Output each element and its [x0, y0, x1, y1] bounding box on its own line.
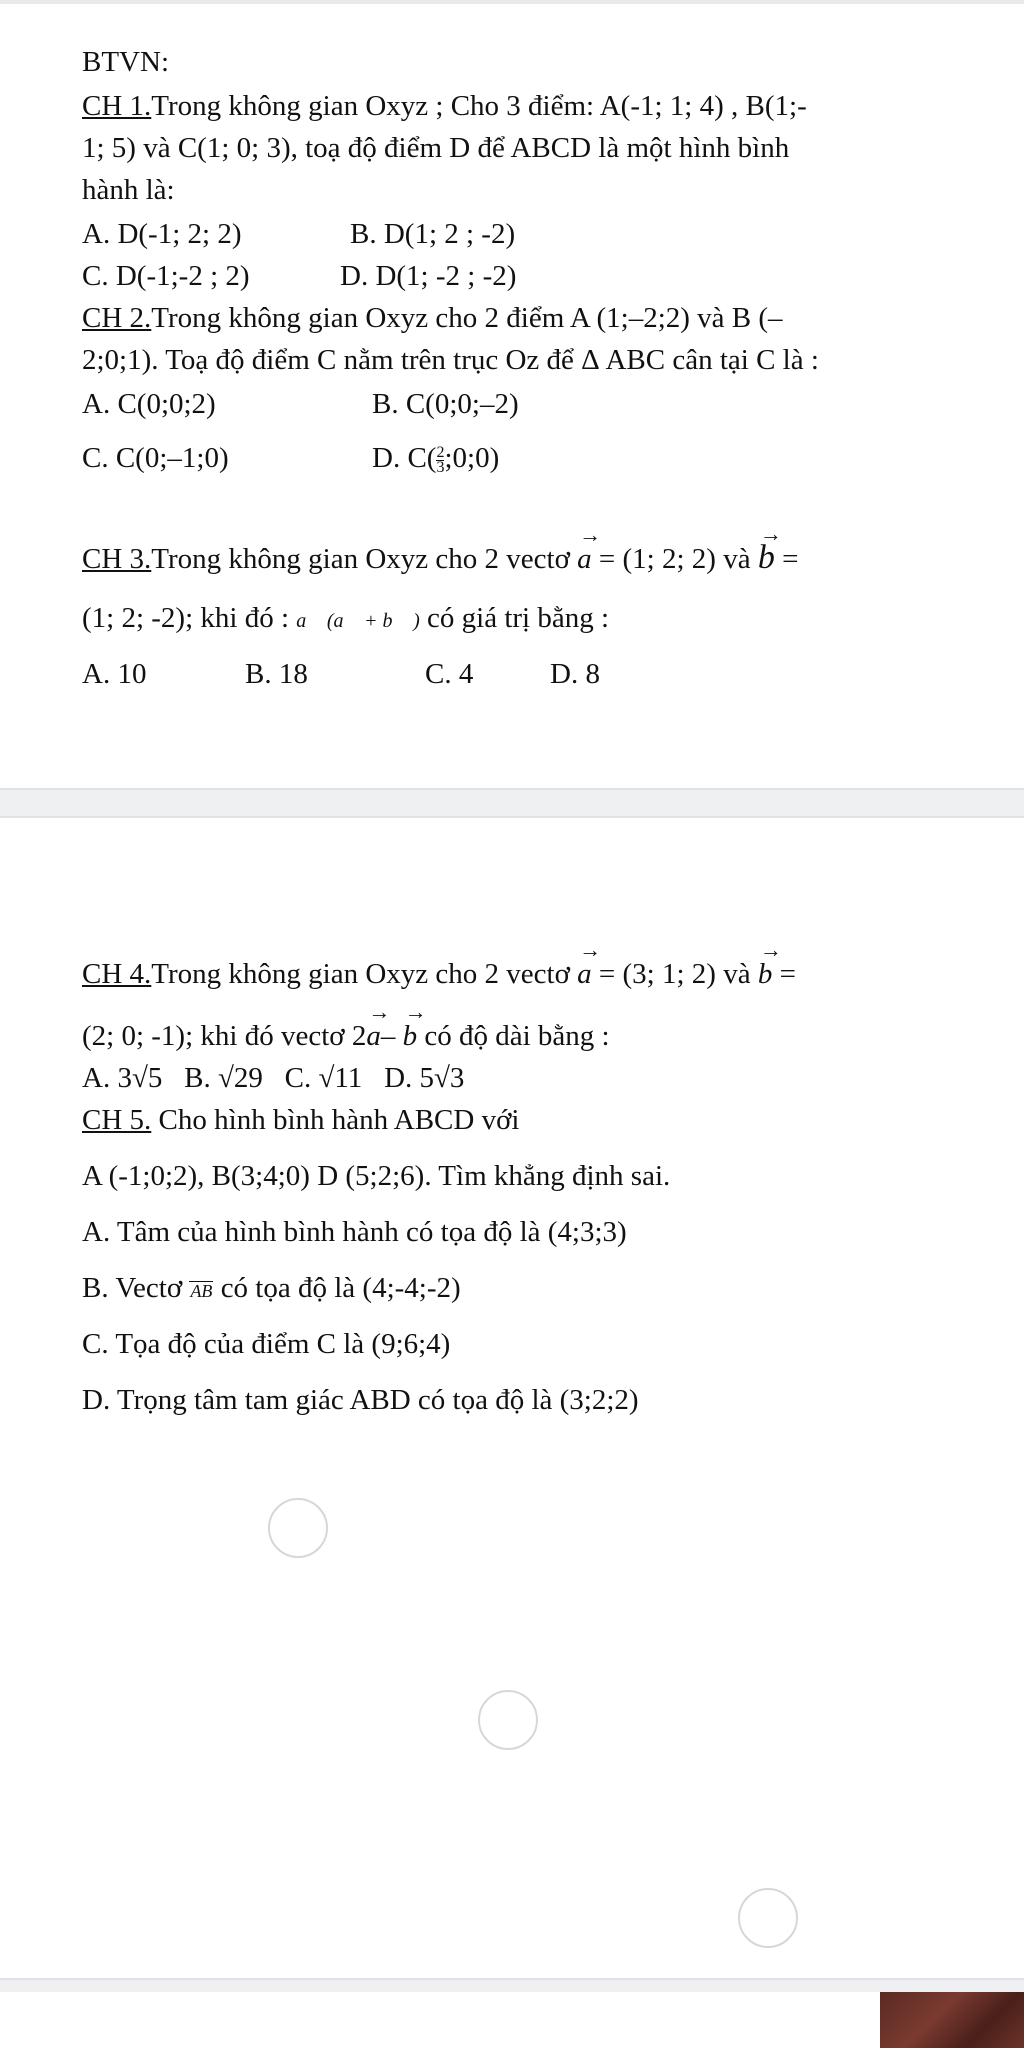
q3-text-2b: có giá trị bằng :: [427, 602, 610, 634]
q2-line-1: [82, 300, 783, 336]
q3-option-b: B. 18: [245, 658, 308, 690]
q4-a-value: = (3; 1; 2) và: [598, 958, 751, 990]
q1-line-3: hành là:: [82, 174, 175, 206]
q2-option-b: B. C(0;0;–2): [372, 388, 519, 420]
q5-option-c: C. Tọa độ của điểm C là (9;6;4): [82, 1328, 451, 1360]
q3-a-value: = (1; 2; 2) và: [598, 543, 751, 575]
q5-line-1: [82, 1102, 520, 1138]
q5-option-b: [82, 1270, 461, 1306]
q2-label: CH 2.: [82, 302, 152, 334]
q3-option-d: D. 8: [550, 658, 600, 690]
q2-optd-suffix: ;0;0): [444, 442, 500, 474]
q1-text-1: Trong không gian Oxyz ; Cho 3 điểm: A(-1; 1; 4) , B(1;-: [151, 90, 807, 122]
q4-label: CH 4.: [82, 958, 152, 990]
page-divider-2: [0, 1978, 1024, 1992]
q5-optb-text: có tọa độ là (4;-4;-2): [220, 1272, 461, 1304]
q1-option-c: C. D(-1;-2 ; 2): [82, 260, 250, 292]
vector-a-q4: → a: [577, 956, 592, 992]
q5-optb-prefix: B. Vectơ: [82, 1272, 183, 1304]
cropped-photo-corner: [880, 1992, 1024, 2048]
worksheet-title: BTVN:: [82, 46, 169, 78]
q3-expression: a⃗ (a⃗ + b⃗ ): [296, 610, 420, 632]
q3-line-2: [82, 600, 609, 639]
q4-text-2b: có độ dài bằng :: [424, 1020, 610, 1052]
q2-option-d: [372, 440, 499, 476]
circle-marker-2: [478, 1690, 538, 1750]
q4-text-2a: (2; 0; -1); khi đó vectơ: [82, 1020, 345, 1052]
q4-b-eq: =: [779, 958, 796, 990]
q1-option-b: B. D(1; 2 ; -2): [350, 218, 516, 250]
q3-label: CH 3.: [82, 543, 152, 575]
vector-b-q4: → b: [758, 956, 773, 992]
page-1: [0, 0, 1024, 788]
fraction-den: 3: [436, 458, 445, 476]
q4-line-2: [82, 1018, 610, 1054]
q5-option-a: A. Tâm của hình bình hành có tọa độ là (4;3;3): [82, 1216, 627, 1248]
q1-label: CH 1.: [82, 90, 152, 122]
q4-text-1: Trong không gian Oxyz cho 2 vectơ: [151, 958, 570, 990]
q1-option-a: A. D(-1; 2; 2): [82, 218, 242, 250]
q2-optd-prefix: D. C(: [372, 442, 437, 474]
q2-line-2: 2;0;1). Toạ độ điểm C nằm trên trục Oz để Δ ABC cân tại C là :: [82, 344, 819, 376]
q1-line-1: [82, 88, 807, 124]
q4-expression: 2→ a– → b: [352, 1020, 417, 1052]
q2-option-a: A. C(0;0;2): [82, 388, 216, 420]
page-divider: [0, 788, 1024, 818]
q5-option-d: D. Trọng tâm tam giác ABD có tọa độ là (3;2;2): [82, 1384, 639, 1416]
q5-label: CH 5.: [82, 1104, 152, 1136]
q4-option-b: B. √29: [184, 1062, 263, 1094]
q5-text-1: Cho hình bình hành ABCD với: [158, 1104, 520, 1136]
vector-b: → b: [758, 540, 775, 576]
q2-text-1: Trong không gian Oxyz cho 2 điểm A (1;–2;2) và B (–: [151, 302, 783, 334]
q4-options: [82, 1060, 464, 1096]
circle-marker-3: [738, 1888, 798, 1948]
q4-option-d: D. 5√3: [384, 1062, 465, 1094]
q3-text-1: Trong không gian Oxyz cho 2 vectơ: [151, 543, 570, 575]
page-2: [0, 818, 1024, 1978]
q2-option-c: C. C(0;–1;0): [82, 442, 229, 474]
q4-option-c: C. √11: [284, 1062, 363, 1094]
q5-line-2: A (-1;0;2), B(3;4;0) D (5;2;6). Tìm khẳng định sai.: [82, 1160, 671, 1192]
q3-option-a: A. 10: [82, 658, 147, 690]
q4-option-a: A. 3√5: [82, 1062, 163, 1094]
fraction-num: 2: [436, 443, 445, 461]
vector-ab: AB: [190, 1281, 213, 1301]
q1-option-d: D. D(1; -2 ; -2): [340, 260, 517, 292]
q3-text-2a: (1; 2; -2); khi đó :: [82, 602, 290, 634]
circle-marker-1: [268, 1498, 328, 1558]
vector-a: → a: [577, 541, 592, 577]
q4-line-1: [82, 956, 796, 992]
q1-line-2: 1; 5) và C(1; 0; 3), toạ độ điểm D để ABCD là một hình bình: [82, 132, 790, 164]
q3-option-c: C. 4: [425, 658, 474, 690]
q3-line-1: [82, 540, 798, 577]
q3-b-eq: =: [782, 543, 799, 575]
